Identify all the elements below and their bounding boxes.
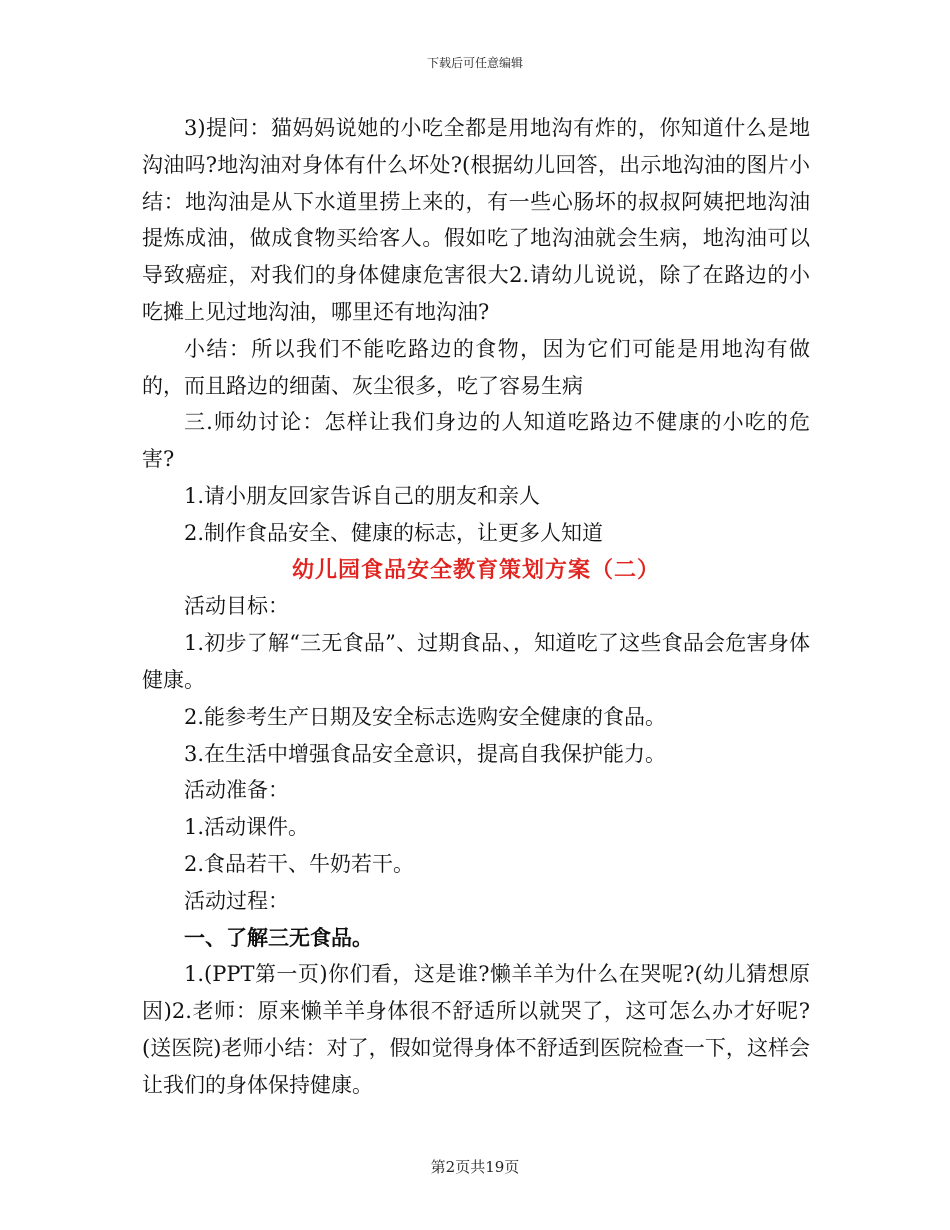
subheading-goals: 活动目标：	[184, 594, 289, 619]
list-item: 2.食品若干、牛奶若干。	[184, 851, 415, 876]
list-item: 1.请小朋友回家告诉自己的朋友和亲人	[184, 483, 541, 508]
paragraph-summary: 小结：所以我们不能吃路边的食物，因为它们可能是用地沟有做的，而且路边的细菌、灰尘很多，吃了容易生病	[142, 336, 810, 398]
subheading-step-one: 一、了解三无食品。	[184, 924, 373, 950]
page-footer: 第2页共19页	[430, 1158, 520, 1176]
list-item: 1.初步了解“三无食品”、过期食品、，知道吃了这些食品会危害身体健康。	[142, 631, 810, 692]
document-body	[142, 110, 810, 1104]
section-title: 幼儿园食品安全教育策划方案（二）	[291, 556, 660, 583]
subheading-process: 活动过程：	[184, 888, 289, 913]
paragraph-discussion: 三.师幼讨论：怎样让我们身边的人知道吃路边不健康的小吃的危害?	[142, 410, 810, 472]
list-item: 3.在生活中增强食品安全意识，提高自我保护能力。	[184, 741, 667, 766]
list-item: 2.能参考生产日期及安全标志选购安全健康的食品。	[184, 704, 667, 729]
paragraph-step-detail: 1.(PPT第一页)你们看，这是谁?懒羊羊为什么在哭呢?(幼儿猜想原因)2.老师：原来懒羊羊身体很不舒适所以就哭了，这可怎么办才好呢?(送医院)老师小结：对了，假如觉得身体不舒适到医院检查一下，这样会让我们的身体保持健康。	[142, 962, 810, 1097]
subheading-preparation: 活动准备：	[184, 778, 289, 803]
list-item: 2.制作食品安全、健康的标志，让更多人知道	[184, 520, 604, 545]
list-item: 1.活动课件。	[184, 815, 310, 840]
header-note: 下载后可任意编辑	[426, 56, 523, 70]
paragraph-question: 3)提问：猫妈妈说她的小吃全都是用地沟有炸的，你知道什么是地沟油吗?地沟油对身体有什么坏处?(根据幼儿回答，出示地沟油的图片小结：地沟油是从下水道里捞上来的，有一些心肠坏的叔叔阿姨把地沟油提炼成油，做成食物买给客人。假如吃了地沟油就会生病，地沟油可以导致癌症，对我们的身体健康危害很大2.请幼儿说说，除了在路边的小吃摊上见过地沟油，哪里还有地沟油?	[142, 116, 810, 324]
